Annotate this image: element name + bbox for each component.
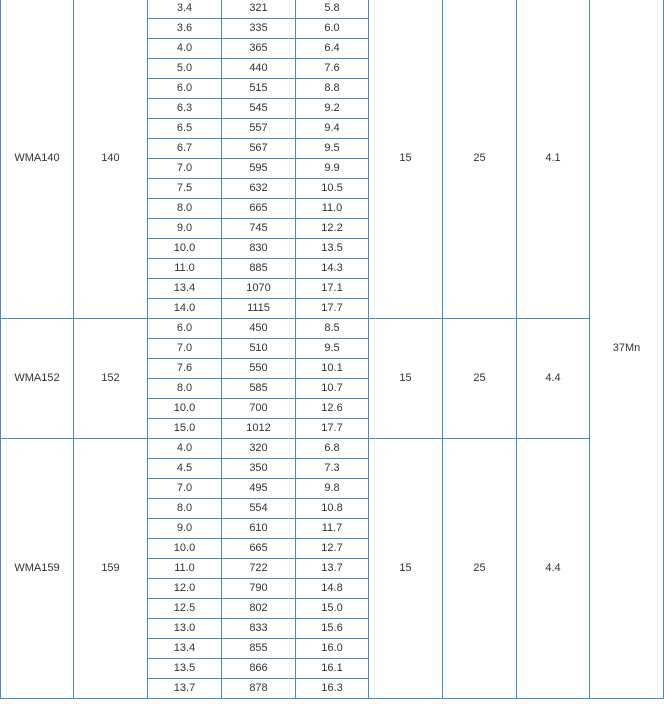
value-cell-c: 12.7: [296, 539, 369, 559]
value-cell-b: 632: [222, 179, 296, 199]
value-cell-a: 6.0: [148, 319, 222, 339]
value-cell-a: 10.0: [148, 539, 222, 559]
value-cell-a: 15.0: [148, 419, 222, 439]
value-cell-b: 320: [222, 439, 296, 459]
value-cell-c: 16.0: [296, 639, 369, 659]
value-cell-b: 610: [222, 519, 296, 539]
value-cell-b: 567: [222, 139, 296, 159]
value-cell-b: 550: [222, 359, 296, 379]
value-cell-c: 6.4: [296, 39, 369, 59]
model-cell: WMA140: [1, 0, 74, 319]
value-cell-a: 6.7: [148, 139, 222, 159]
value-cell-c: 14.3: [296, 259, 369, 279]
model-cell: WMA152: [1, 319, 74, 439]
value-cell-c: 10.8: [296, 499, 369, 519]
table-row: [1, 0, 664, 19]
value-cell-a: 10.0: [148, 239, 222, 259]
value-cell-b: 866: [222, 659, 296, 679]
value-cell-c: 9.8: [296, 479, 369, 499]
value-cell-b: 745: [222, 219, 296, 239]
value-cell-a: 13.5: [148, 659, 222, 679]
value-cell-c: 6.8: [296, 439, 369, 459]
value-cell-a: 3.6: [148, 19, 222, 39]
value-cell-c: 10.7: [296, 379, 369, 399]
table-row: [1, 439, 664, 459]
value-cell-a: 13.4: [148, 639, 222, 659]
group-cell-d: 15: [369, 439, 443, 699]
group-cell-d: 15: [369, 0, 443, 319]
group-cell-e: 25: [443, 319, 517, 439]
size-cell: 140: [74, 0, 148, 319]
value-cell-c: 7.6: [296, 59, 369, 79]
value-cell-c: 9.9: [296, 159, 369, 179]
value-cell-a: 13.7: [148, 679, 222, 699]
value-cell-b: 440: [222, 59, 296, 79]
value-cell-b: 545: [222, 99, 296, 119]
value-cell-b: 450: [222, 319, 296, 339]
value-cell-b: 495: [222, 479, 296, 499]
value-cell-b: 830: [222, 239, 296, 259]
value-cell-c: 8.5: [296, 319, 369, 339]
table-row: [1, 319, 664, 339]
value-cell-b: 585: [222, 379, 296, 399]
value-cell-c: 12.6: [296, 399, 369, 419]
value-cell-b: 335: [222, 19, 296, 39]
spec-table-body: [1, 0, 664, 699]
value-cell-c: 15.6: [296, 619, 369, 639]
group-cell-f: 4.4: [517, 439, 590, 699]
value-cell-c: 10.5: [296, 179, 369, 199]
value-cell-c: 6.0: [296, 19, 369, 39]
value-cell-a: 4.0: [148, 439, 222, 459]
size-cell: 159: [74, 439, 148, 699]
value-cell-a: 12.5: [148, 599, 222, 619]
value-cell-c: 12.2: [296, 219, 369, 239]
value-cell-c: 17.7: [296, 419, 369, 439]
value-cell-b: 665: [222, 539, 296, 559]
group-cell-d: 15: [369, 319, 443, 439]
value-cell-b: 722: [222, 559, 296, 579]
value-cell-c: 15.0: [296, 599, 369, 619]
value-cell-b: 350: [222, 459, 296, 479]
group-cell-e: 25: [443, 0, 517, 319]
material-cell: 37Mn: [590, 0, 664, 699]
value-cell-a: 6.0: [148, 79, 222, 99]
value-cell-a: 13.4: [148, 279, 222, 299]
value-cell-c: 11.0: [296, 199, 369, 219]
value-cell-b: 802: [222, 599, 296, 619]
group-cell-f: 4.1: [517, 0, 590, 319]
value-cell-b: 515: [222, 79, 296, 99]
value-cell-c: 13.7: [296, 559, 369, 579]
value-cell-a: 5.0: [148, 59, 222, 79]
value-cell-a: 14.0: [148, 299, 222, 319]
value-cell-b: 1070: [222, 279, 296, 299]
value-cell-c: 14.8: [296, 579, 369, 599]
value-cell-a: 7.0: [148, 479, 222, 499]
value-cell-c: 9.5: [296, 139, 369, 159]
value-cell-a: 10.0: [148, 399, 222, 419]
value-cell-b: 833: [222, 619, 296, 639]
value-cell-c: 11.7: [296, 519, 369, 539]
value-cell-c: 10.1: [296, 359, 369, 379]
value-cell-a: 7.0: [148, 339, 222, 359]
value-cell-a: 4.5: [148, 459, 222, 479]
value-cell-a: 7.0: [148, 159, 222, 179]
value-cell-b: 1115: [222, 299, 296, 319]
value-cell-b: 595: [222, 159, 296, 179]
value-cell-c: 9.2: [296, 99, 369, 119]
value-cell-a: 8.0: [148, 379, 222, 399]
value-cell-a: 13.0: [148, 619, 222, 639]
value-cell-b: 554: [222, 499, 296, 519]
value-cell-b: 790: [222, 579, 296, 599]
value-cell-a: 8.0: [148, 499, 222, 519]
value-cell-c: 9.4: [296, 119, 369, 139]
value-cell-a: 7.6: [148, 359, 222, 379]
value-cell-b: 665: [222, 199, 296, 219]
group-cell-f: 4.4: [517, 319, 590, 439]
value-cell-a: 11.0: [148, 259, 222, 279]
model-cell: WMA159: [1, 439, 74, 699]
value-cell-a: 9.0: [148, 219, 222, 239]
value-cell-c: 13.5: [296, 239, 369, 259]
value-cell-b: 878: [222, 679, 296, 699]
value-cell-a: 6.5: [148, 119, 222, 139]
value-cell-b: 557: [222, 119, 296, 139]
value-cell-b: 700: [222, 399, 296, 419]
value-cell-c: 17.1: [296, 279, 369, 299]
group-cell-e: 25: [443, 439, 517, 699]
value-cell-a: 9.0: [148, 519, 222, 539]
value-cell-a: 11.0: [148, 559, 222, 579]
value-cell-a: 6.3: [148, 99, 222, 119]
value-cell-b: 510: [222, 339, 296, 359]
value-cell-a: 3.4: [148, 0, 222, 19]
value-cell-b: 855: [222, 639, 296, 659]
value-cell-c: 16.1: [296, 659, 369, 679]
value-cell-a: 12.0: [148, 579, 222, 599]
value-cell-c: 7.3: [296, 459, 369, 479]
value-cell-c: 9.5: [296, 339, 369, 359]
value-cell-a: 7.5: [148, 179, 222, 199]
size-cell: 152: [74, 319, 148, 439]
value-cell-b: 365: [222, 39, 296, 59]
value-cell-c: 16.3: [296, 679, 369, 699]
value-cell-b: 321: [222, 0, 296, 19]
value-cell-b: 885: [222, 259, 296, 279]
value-cell-c: 8.8: [296, 79, 369, 99]
value-cell-b: 1012: [222, 419, 296, 439]
value-cell-a: 4.0: [148, 39, 222, 59]
value-cell-a: 8.0: [148, 199, 222, 219]
value-cell-c: 17.7: [296, 299, 369, 319]
value-cell-c: 5.8: [296, 0, 369, 19]
